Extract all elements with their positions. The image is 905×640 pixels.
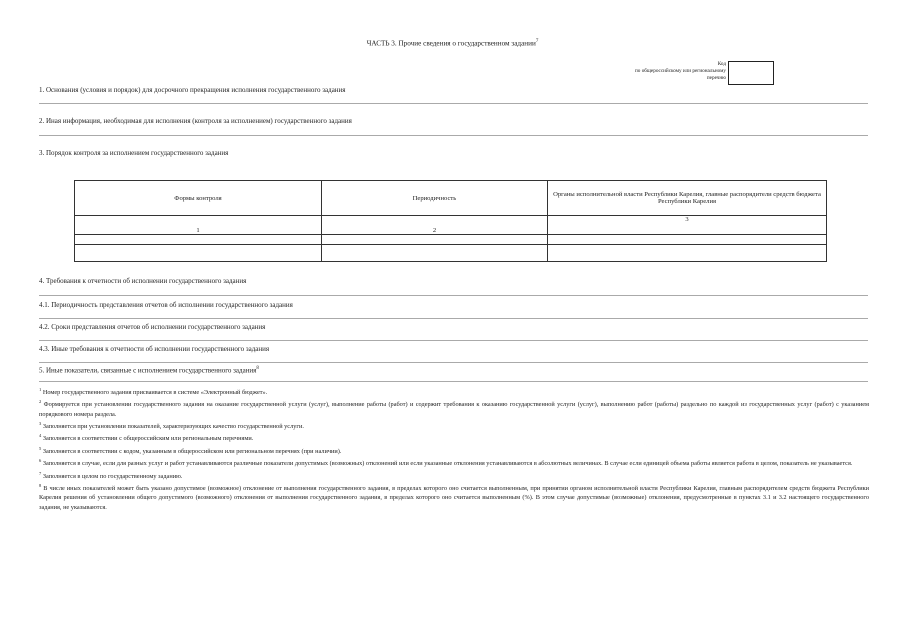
page-title: ЧАСТЬ 3. Прочие сведения о государственном задании$^7$: [366, 39, 539, 48]
table-cell[interactable]: [75, 235, 322, 245]
section-3-label: 3. Порядок контроля за исполнением государственного задания: [39, 149, 229, 157]
section-4-2-label: 4.2. Сроки представления отчетов об исполнении государственного задания: [39, 323, 266, 331]
table-number-row: [75, 216, 827, 235]
section-4-1-line: [39, 318, 868, 319]
footnotes: [39, 385, 869, 512]
footnote-5: $^5$ Заполняется в соответствии с кодом, указанным в общероссийском или региональном перечнях (при наличии).: [39, 445, 342, 455]
section-1-label: 1. Основания (условия и порядок) для досрочного прекращения исполнения государственного задания: [39, 86, 346, 94]
section-5-line: [39, 381, 868, 382]
table-row: [75, 235, 827, 245]
section-4-1-label: 4.1. Периодичность представления отчетов об исполнении государственного задания: [39, 301, 293, 309]
section-4-2-line: [39, 340, 868, 341]
table-cell[interactable]: [548, 245, 827, 262]
section-1-line: [39, 103, 868, 104]
table-header-row: [75, 181, 827, 216]
footnote-4: $^4$ Заполняется в соответствии с общероссийским или региональным перечнями.: [39, 433, 254, 443]
column-number-3: 3: [548, 216, 827, 235]
table-cell[interactable]: [322, 235, 548, 245]
footnote-7: $^7$ Заполняется в целом по государственному заданию.: [39, 470, 183, 480]
section-2-line: [39, 135, 868, 136]
section-4-line: [39, 295, 868, 296]
section-4-label: 4. Требования к отчетности об исполнении государственного задания: [39, 277, 247, 285]
column-number-1: 1: [75, 216, 322, 235]
footnote-8: $^8$ В числе иных показателей может быть указано допустимое (возможное) отклонение от выполнения государственного задания, в пределах которого оно считается выполненным, при принятии органом исполнительной власти Республики Карелия, главным распорядителем средств бюджета Республики Карелия решения об установлении общего допустимого (возможного) отклонения от выполнения государственного задания, в пределах которого оно считается выполненным (%). В этом случае допустимые (возможные) отклонения, предусмотренные в пунктах 3.1 и 3.2 настоящего государственного задания, не указываются.: [39, 483, 869, 511]
header-control-forms: Формы контроля: [75, 181, 322, 216]
section-4-3-line: [39, 362, 868, 363]
footnote-2: $^2$ Формируется при установлении государственного задания на оказание государственной услуги (услуг), выполнение работы (работ) и содержит требования к оказанию государственной услуги (услуг), выполнению работ (работы) раздельно по каждой из государственных услуг (работ) с указанием порядкового номера раздела.: [39, 399, 869, 418]
footnote-1: $^1$ Номер государственного задания присваивается в системе «Электронный бюджет».: [39, 387, 268, 397]
table-row: [75, 245, 827, 262]
code-input-box[interactable]: [728, 61, 774, 85]
table-cell[interactable]: [322, 245, 548, 262]
footnote-3: $^3$ Заполняется при установлении показателей, характеризующих качество государственной услуги.: [39, 421, 304, 431]
header-authorities: Органы исполнительной власти Республики Карелия, главные распорядители средств бюджета Республики Карелия: [548, 181, 827, 216]
section-5-label: 5. Иные показатели, связанные с исполнением государственного задания$^8$: [39, 366, 259, 375]
table-cell[interactable]: [548, 235, 827, 245]
section-4-3-label: 4.3. Иные требования к отчетности об исполнении государственного задания: [39, 345, 270, 353]
column-number-2: 2: [322, 216, 548, 235]
table-cell[interactable]: [75, 245, 322, 262]
footnote-6: $^6$ Заполняется в случае, если для разных услуг и работ устанавливаются различные показатели допустимых (возможных) отклонений или если указанные отклонения устанавливаются в абсолютных величинах. В случае если единицей объема работы является работа в целом, показатель не указывается.: [39, 458, 853, 468]
section-2-label: 2. Иная информация, необходимая для исполнения (контроля за исполнением) государственного задания: [39, 117, 352, 125]
control-table: [74, 180, 827, 262]
header-periodicity: Периодичность: [322, 181, 548, 216]
code-label: Код по общероссийскому или региональному перечню: [635, 61, 726, 81]
